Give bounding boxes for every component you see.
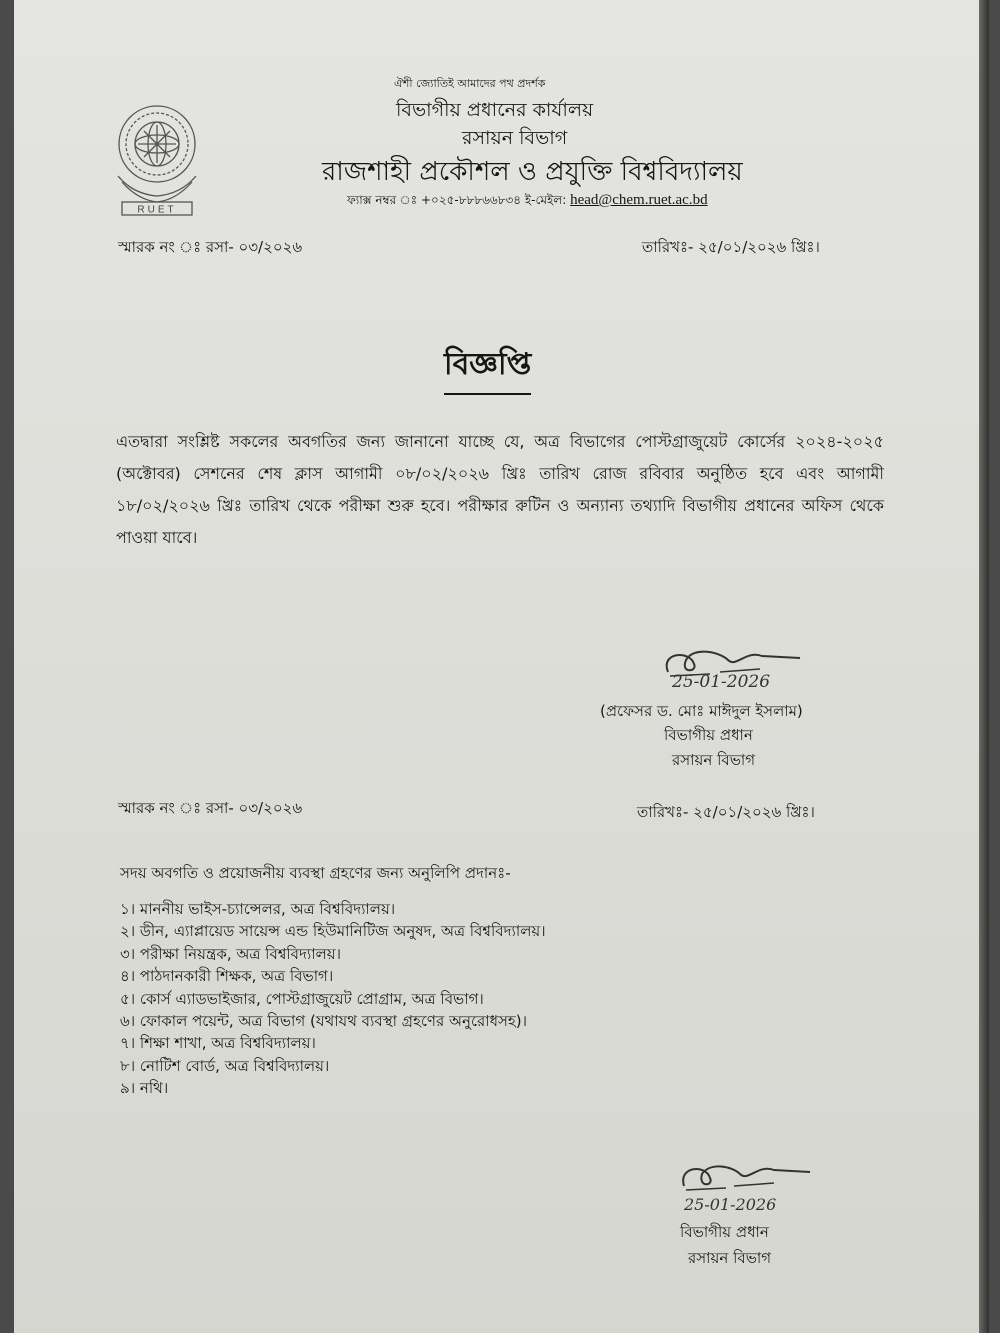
signatory-2-department: রসায়ন বিভাগ [688, 1249, 772, 1267]
list-item: ৭। শিক্ষা শাখা, অত্র বিশ্ববিদ্যালয়। [120, 1034, 316, 1053]
document-page [14, 0, 989, 1333]
list-item: ৩। পরীক্ষা নিয়ন্ত্রক, অত্র বিশ্ববিদ্যালয়। [120, 944, 341, 963]
copies-list [120, 898, 546, 1100]
fax-number: ফ্যাক্স নম্বর ঃ +০২৫-৮৮৮৬৬৮৩৪ [347, 193, 522, 207]
memo-number-bottom: স্মারক নং ঃ রসা- ০৩/২০২৬ [118, 799, 303, 817]
office-name: বিভাগীয় প্রধানের কার্যালয় [396, 99, 594, 121]
list-item: ৪। পাঠদানকারী শিক্ষক, অত্র বিভাগ। [120, 967, 334, 986]
date-top: তারিখঃ- ২৫/০১/২০২৬ খ্রিঃ। [642, 238, 820, 256]
university-name: রাজশাহী প্রকৌশল ও প্রযুক্তি বিশ্ববিদ্যালয় [322, 157, 743, 187]
page-edge-shadow [979, 0, 989, 1333]
motto: ঐশী জ্যোতিই আমাদের পথ প্রদর্শক [394, 77, 546, 90]
list-item: ২। ডীন, এ্যাপ্লায়েড সায়েন্স এন্ড হিউমানিটিজ অনুষদ, অত্র বিশ্ববিদ্যালয়। [120, 922, 546, 941]
signatory-designation: বিভাগীয় প্রধান [664, 726, 753, 744]
department-name: রসায়ন বিভাগ [462, 127, 568, 149]
copies-intro: সদয় অবগতি ও প্রয়োজনীয় ব্যবস্থা গ্রহণের জন্য অনুলিপি প্রদানঃ- [120, 864, 511, 882]
date-bottom: তারিখঃ- ২৫/০১/২০২৬ খ্রিঃ। [637, 803, 815, 821]
list-item: ৫। কোর্স এ্যাডভাইজার, পোস্টগ্রাজুয়েট প্রোগ্রাম, অত্র বিভাগ। [120, 989, 484, 1008]
signature-1-date: 25-01-2026 [672, 672, 771, 692]
signature-2-date: 25-01-2026 [684, 1195, 777, 1214]
signatory-2-designation: বিভাগীয় প্রধান [680, 1223, 769, 1241]
memo-number-top: স্মারক নং ঃ রসা- ০৩/২০২৬ [118, 238, 303, 256]
list-item: ৬। ফোকাল পয়েন্ট, অত্র বিভাগ (যথাযথ ব্যবস্থা গ্রহণের অনুরোধসহ)। [120, 1011, 527, 1030]
email-link[interactable]: head@chem.ruet.ac.bd [570, 192, 708, 208]
ruet-logo [108, 96, 206, 218]
contact-line [347, 192, 708, 212]
email-label: ই-মেইল: [524, 193, 567, 207]
signatory-department: রসায়ন বিভাগ [672, 751, 756, 769]
list-item: ৯। নথি। [120, 1079, 169, 1098]
signatory-name: (প্রফেসর ড. মোঃ মাঈদুল ইসলাম) [600, 702, 803, 720]
notice-title: বিজ্ঞপ্তি [444, 340, 531, 395]
logo-text: RUET [137, 204, 177, 216]
list-item: ১। মাননীয় ভাইস-চ্যান্সেলর, অত্র বিশ্ববিদ্যালয়। [120, 900, 396, 918]
list-item: ৮। নোটিশ বোর্ড, অত্র বিশ্ববিদ্যালয়। [120, 1056, 330, 1075]
notice-body: এতদ্বারা সংশ্লিষ্ট সকলের অবগতির জন্য জানানো যাচ্ছে যে, অত্র বিভাগের পোস্টগ্রাজুয়েট কোর্সের ২০২৪-২০২৫ (অক্টোবর) সেশনের শেষ ক্লাস আগামী ০৮/০২/২০২৬ খ্রিঃ তারিখ রোজ রবিবার অনুষ্ঠিত হবে এবং আগামী ১৮/০২/২০২৬ খ্রিঃ তারিখ থেকে পরীক্ষা শুরু হবে। পরীক্ষার রুটিন ও অন্যান্য তথ্যাদি বিভাগীয় প্রধানের অফিস থেকে পাওয়া যাবে। [116, 432, 884, 547]
